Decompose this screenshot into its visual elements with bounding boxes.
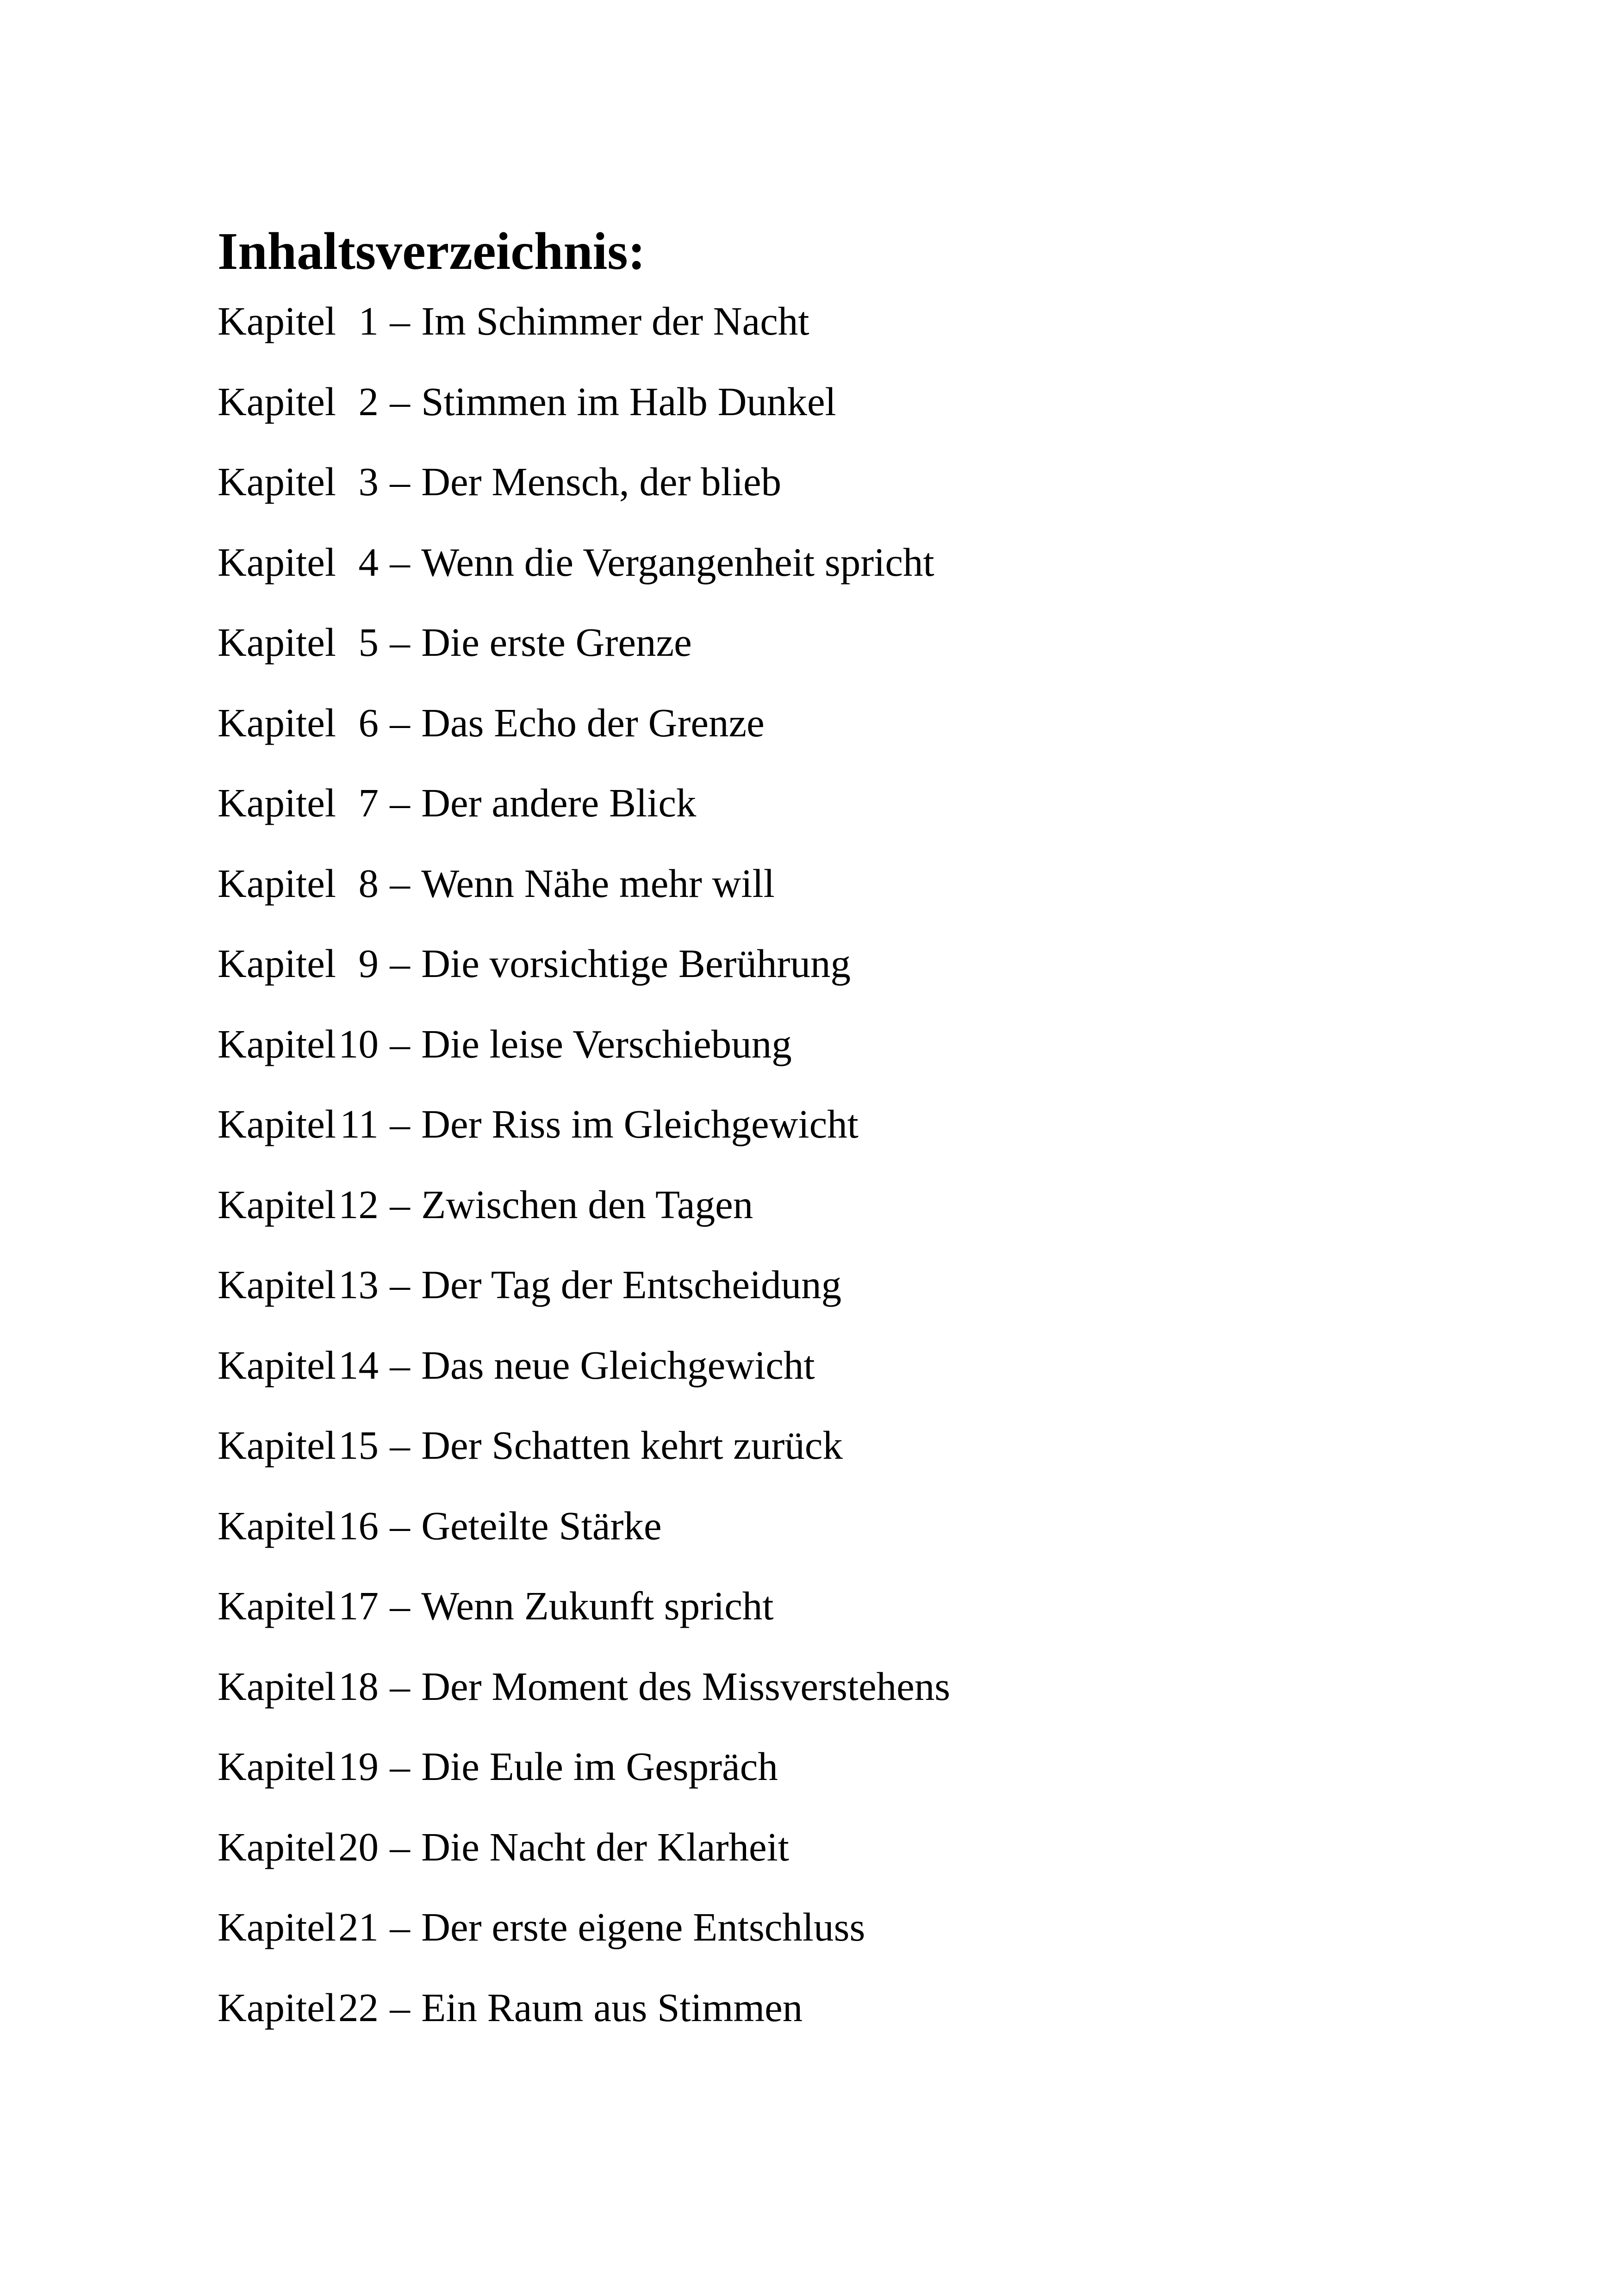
toc-entry	[218, 1583, 1467, 1663]
toc-entry	[218, 1021, 1467, 1101]
chapter-separator: –	[390, 1744, 410, 1789]
chapter-label: Kapitel	[218, 1904, 336, 1949]
chapter-label: Kapitel	[218, 1503, 336, 1548]
chapter-label: Kapitel	[218, 1744, 336, 1789]
toc-entry	[218, 1743, 1467, 1824]
chapter-separator: –	[390, 1021, 410, 1066]
chapter-number: 15	[338, 1423, 379, 1468]
chapter-separator: –	[390, 1904, 410, 1949]
chapter-title: Die vorsichtige Berührung	[421, 941, 851, 986]
chapter-separator: –	[390, 860, 410, 906]
chapter-number: 21	[338, 1904, 379, 1949]
chapter-separator: –	[390, 700, 410, 745]
chapter-title: Der Tag der Entscheidung	[421, 1262, 842, 1307]
chapter-number: 4	[358, 539, 379, 585]
chapter-label: Kapitel	[218, 941, 336, 986]
chapter-title: Der Riss im Gleichgewicht	[421, 1101, 859, 1146]
chapter-title: Stimmen im Halb Dunkel	[421, 379, 836, 424]
chapter-title: Der Schatten kehrt zurück	[421, 1423, 843, 1468]
toc-entry	[218, 1182, 1467, 1262]
chapter-title: Die Nacht der Klarheit	[421, 1824, 789, 1869]
toc-entry	[218, 700, 1467, 780]
toc-heading: Inhaltsverzeichnis:	[218, 222, 646, 280]
chapter-number: 11	[340, 1101, 379, 1146]
chapter-separator: –	[390, 620, 410, 665]
toc-list	[218, 298, 1467, 2065]
chapter-separator: –	[390, 780, 410, 825]
toc-entry	[218, 1663, 1467, 1744]
chapter-number: 16	[338, 1503, 379, 1548]
chapter-number: 14	[338, 1342, 379, 1388]
chapter-separator: –	[390, 1182, 410, 1227]
chapter-number: 12	[338, 1182, 379, 1227]
toc-entry	[218, 619, 1467, 700]
chapter-separator: –	[390, 539, 410, 585]
chapter-separator: –	[390, 1583, 410, 1628]
chapter-separator: –	[390, 1503, 410, 1548]
chapter-title: Zwischen den Tagen	[421, 1182, 753, 1227]
chapter-label: Kapitel	[218, 620, 336, 665]
chapter-number: 22	[338, 1985, 379, 2030]
toc-entry	[218, 1262, 1467, 1342]
chapter-title: Die erste Grenze	[421, 620, 692, 665]
chapter-label: Kapitel	[218, 1101, 336, 1146]
chapter-number: 5	[358, 620, 379, 665]
chapter-number: 9	[358, 941, 379, 986]
chapter-label: Kapitel	[218, 1021, 336, 1066]
chapter-title: Der andere Blick	[421, 780, 697, 825]
chapter-separator: –	[390, 1262, 410, 1307]
chapter-label: Kapitel	[218, 1985, 336, 2030]
chapter-label: Kapitel	[218, 1663, 336, 1709]
chapter-number: 10	[338, 1021, 379, 1066]
chapter-label: Kapitel	[218, 1824, 336, 1869]
chapter-label: Kapitel	[218, 780, 336, 825]
chapter-label: Kapitel	[218, 459, 336, 504]
toc-entry	[218, 539, 1467, 620]
chapter-title: Das Echo der Grenze	[421, 700, 765, 745]
chapter-label: Kapitel	[218, 700, 336, 745]
chapter-number: 8	[358, 860, 379, 906]
chapter-title: Im Schimmer der Nacht	[421, 299, 809, 343]
chapter-label: Kapitel	[218, 539, 336, 585]
toc-entry	[218, 459, 1467, 539]
chapter-number: 17	[338, 1583, 379, 1628]
toc-entry	[218, 860, 1467, 941]
chapter-separator: –	[390, 379, 410, 424]
toc-entry	[218, 298, 1467, 379]
toc-entry	[218, 1503, 1467, 1583]
chapter-separator: –	[390, 299, 410, 343]
chapter-number: 13	[338, 1262, 379, 1307]
chapter-number: 6	[358, 700, 379, 745]
chapter-label: Kapitel	[218, 299, 336, 343]
chapter-title: Wenn Zukunft spricht	[421, 1583, 774, 1628]
chapter-separator: –	[390, 1342, 410, 1388]
toc-entry	[218, 940, 1467, 1021]
chapter-title: Wenn die Vergangenheit spricht	[421, 539, 934, 585]
chapter-title: Der Moment des Missverstehens	[421, 1663, 951, 1709]
chapter-number: 2	[358, 379, 379, 424]
table-of-contents	[218, 221, 1467, 2048]
chapter-number: 18	[338, 1663, 379, 1709]
chapter-label: Kapitel	[218, 1262, 336, 1307]
chapter-label: Kapitel	[218, 1423, 336, 1468]
chapter-number: 19	[338, 1744, 379, 1789]
chapter-title: Der erste eigene Entschluss	[421, 1904, 865, 1949]
chapter-separator: –	[390, 1824, 410, 1869]
chapter-number: 1	[358, 299, 379, 343]
chapter-title: Das neue Gleichgewicht	[421, 1342, 815, 1388]
chapter-label: Kapitel	[218, 1583, 336, 1628]
chapter-label: Kapitel	[218, 1182, 336, 1227]
chapter-title: Wenn Nähe mehr will	[421, 860, 775, 906]
chapter-separator: –	[390, 941, 410, 986]
toc-entry	[218, 379, 1467, 459]
chapter-title: Die Eule im Gespräch	[421, 1744, 778, 1789]
chapter-separator: –	[390, 1101, 410, 1146]
chapter-separator: –	[390, 1663, 410, 1709]
toc-entry	[218, 1422, 1467, 1503]
chapter-separator: –	[390, 1423, 410, 1468]
toc-entry	[218, 1985, 1467, 2065]
toc-entry	[218, 1342, 1467, 1423]
chapter-number: 3	[358, 459, 379, 504]
chapter-title: Ein Raum aus Stimmen	[421, 1985, 803, 2030]
chapter-title: Die leise Verschiebung	[421, 1021, 792, 1066]
toc-entry	[218, 1904, 1467, 1985]
toc-entry	[218, 1824, 1467, 1904]
chapter-separator: –	[390, 1985, 410, 2030]
chapter-label: Kapitel	[218, 860, 336, 906]
chapter-label: Kapitel	[218, 1342, 336, 1388]
chapter-title: Geteilte Stärke	[421, 1503, 662, 1548]
chapter-number: 20	[338, 1824, 379, 1869]
toc-entry	[218, 1101, 1467, 1182]
chapter-separator: –	[390, 459, 410, 504]
chapter-label: Kapitel	[218, 379, 336, 424]
chapter-title: Der Mensch, der blieb	[421, 459, 782, 504]
toc-entry	[218, 780, 1467, 860]
chapter-number: 7	[358, 780, 379, 825]
